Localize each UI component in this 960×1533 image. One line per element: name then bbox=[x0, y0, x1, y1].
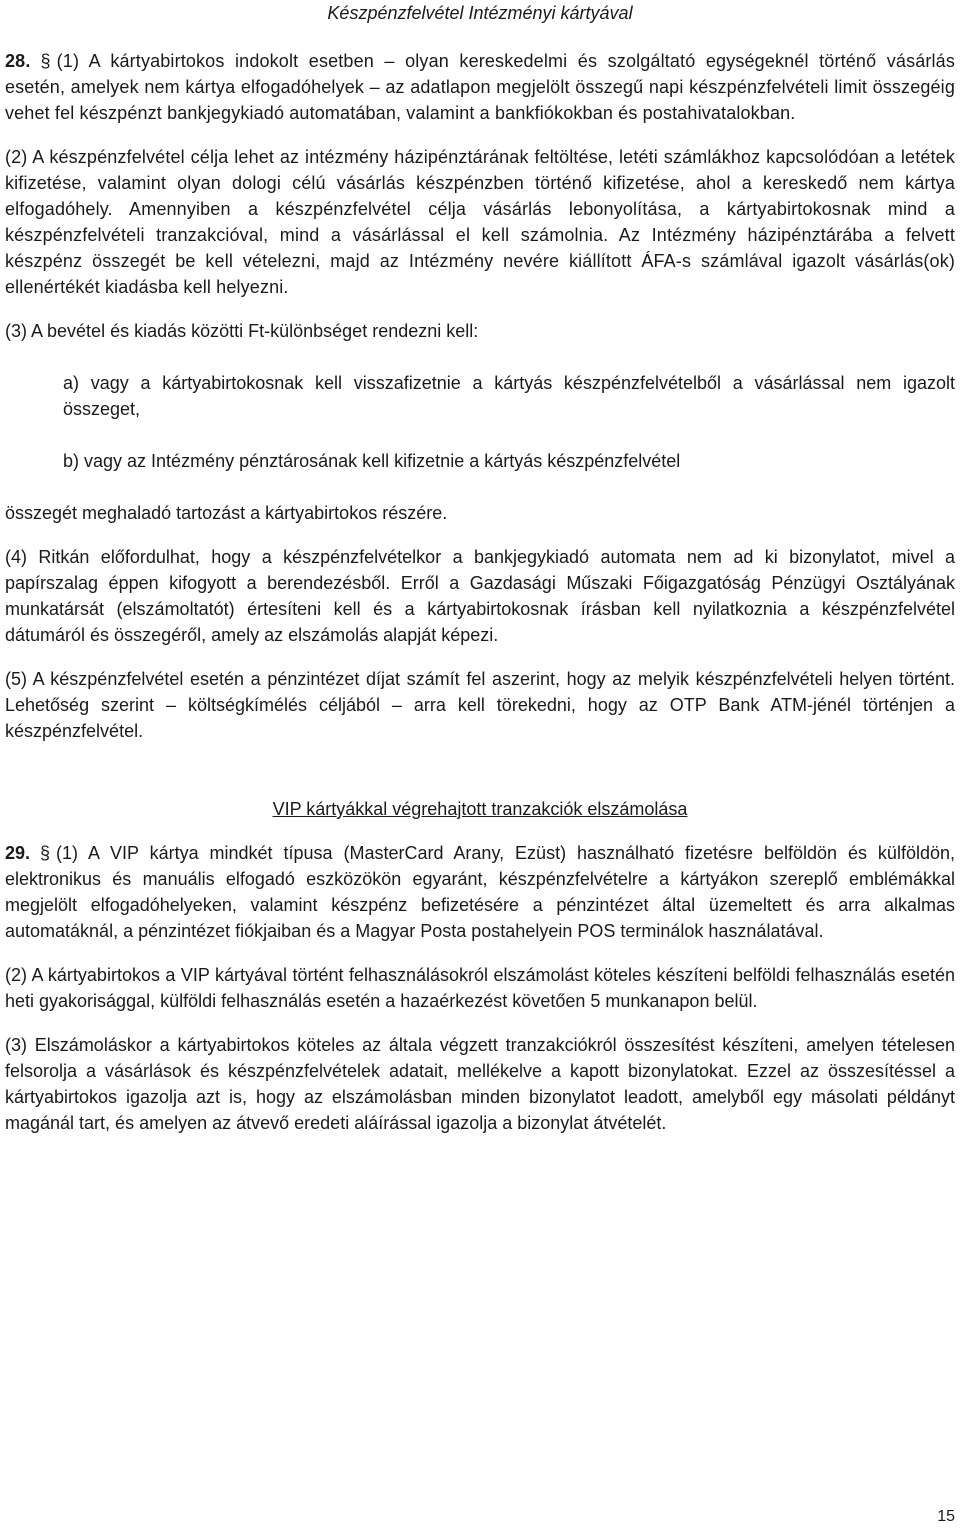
page-number: 15 bbox=[937, 1508, 955, 1525]
section-28-paragraph-4: (4) Ritkán előfordulhat, hogy a készpénzfelvételkor a bankjegykiadó automata nem ad ki bizonylatot, mivel a papírszalag éppen kifogyott a berendezésből. Erről a Gazdasági Műszaki Főigazgatóság Pénzügyi Osztályának munkatársát (elszámoltatót) értesíteni kell és a kártyabirtokosnak írásban kell nyilatkoznia a készpénzfelvétel dátumáról és összegéről, amely az elszámolás alapját képezi. bbox=[5, 547, 955, 645]
section-28-mark: § bbox=[40, 51, 51, 71]
section-28-paragraph-1-text: (1) A kártyabirtokos indokolt esetben – olyan kereskedelmi és szolgáltató egységeknél történő vásárlás esetén, amelyek nem kártya elfogadóhelyek – az adatlapon megjelölt összegű napi készpénzfelvételi limit összegéig vehet fel készpénzt bankjegykiadó automatában, valamint a bankfiókokban és postahivatalokban. bbox=[5, 51, 955, 123]
section-28-paragraph-5: (5) A készpénzfelvétel esetén a pénzintézet díjat számít fel aszerint, hogy az melyik készpénzfelvételi helyen történt. Lehetőség szerint – költségkímélés céljából – arra kell törekedni, hogy az OTP Bank ATM-jénél történjen a készpénzfelvétel. bbox=[5, 669, 955, 741]
section-28-paragraph-3: (3) A bevétel és kiadás közötti Ft-különbséget rendezni kell: bbox=[5, 321, 479, 341]
document-body bbox=[5, 48, 955, 1136]
section-29-paragraph-1-text: (1) A VIP kártya mindkét típusa (MasterCard Arany, Ezüst) használható fizetésre belföldön és külföldön, elektronikus és manuális elfogadó eszközökön egyaránt, készpénzfelvételre a kártyákon szereplő emblémákkal megjelölt elfogadóhelyeken, valamint készpénz befizetésére a pénzintézet által üzemeltett és arra alkalmas automatáknál, a pénzintézet fiókjaiban és a Magyar Posta postahelyein POS terminálok használatával. bbox=[5, 843, 955, 941]
section-29-mark: § bbox=[40, 843, 51, 863]
vip-section-heading: VIP kártyákkal végrehajtott tranzakciók elszámolása bbox=[272, 799, 688, 819]
running-header: Készpénzfelvétel Intézményi kártyával bbox=[327, 3, 633, 23]
section-28-item-b-continuation: összegét meghaladó tartozást a kártyabirtokos részére. bbox=[5, 503, 448, 523]
section-28-number: 28. bbox=[5, 51, 31, 71]
section-28-paragraph-1 bbox=[5, 48, 955, 126]
section-29-number: 29. bbox=[5, 843, 31, 863]
section-29-paragraph-1 bbox=[5, 840, 955, 944]
section-28-paragraph-2: (2) A készpénzfelvétel célja lehet az intézmény házipénztárának feltöltése, letéti számlákhoz kapcsolódóan a letétek kifizetése, valamint olyan dologi célú vásárlás készpénzben történő kifizetése, ahol a kereskedő nem kártya elfogadóhely. Amennyiben a készpénzfelvétel célja vásárlás lebonyolítása, a kártyabirtokosnak mind a készpénzfelvételi tranzakcióval, mind a vásárlással el kell számolnia. Az Intézmény házipénztárába a felvett készpénz összegét be kell vételezni, majd az Intézmény nevére kiállított ÁFA-s számlával igazolt vásárlás(ok) ellenértékét kiadásba kell helyezni. bbox=[5, 147, 955, 297]
section-29-paragraph-3: (3) Elszámoláskor a kártyabirtokos köteles az általa végzett tranzakciókról összesítést készíteni, amelyen tételesen felsorolja a vásárlások és készpénzfelvételek adatait, mellékelve a kapott bizonylatokat. Ezzel az összesítéssel a kártyabirtokos igazolja azt is, hogy az elszámolásban minden bizonylatot leadott, amelyből egy másolati példányt magánál tart, és amelyen az átvevő eredeti aláírással igazolja a bizonylat átvételét. bbox=[5, 1035, 955, 1133]
section-29-paragraph-2: (2) A kártyabirtokos a VIP kártyával történt felhasználásokról elszámolást köteles készíteni belföldi felhasználás esetén heti gyakorisággal, külföldi felhasználás esetén a hazaérkezést követően 5 munkanapon belül. bbox=[5, 965, 955, 1011]
section-28-item-b: b) vagy az Intézmény pénztárosának kell kifizetnie a kártyás készpénzfelvétel bbox=[63, 451, 681, 471]
section-28-item-a: a) vagy a kártyabirtokosnak kell visszafizetnie a kártyás készpénzfelvételből a vásárlással nem igazolt összeget, bbox=[63, 373, 955, 419]
